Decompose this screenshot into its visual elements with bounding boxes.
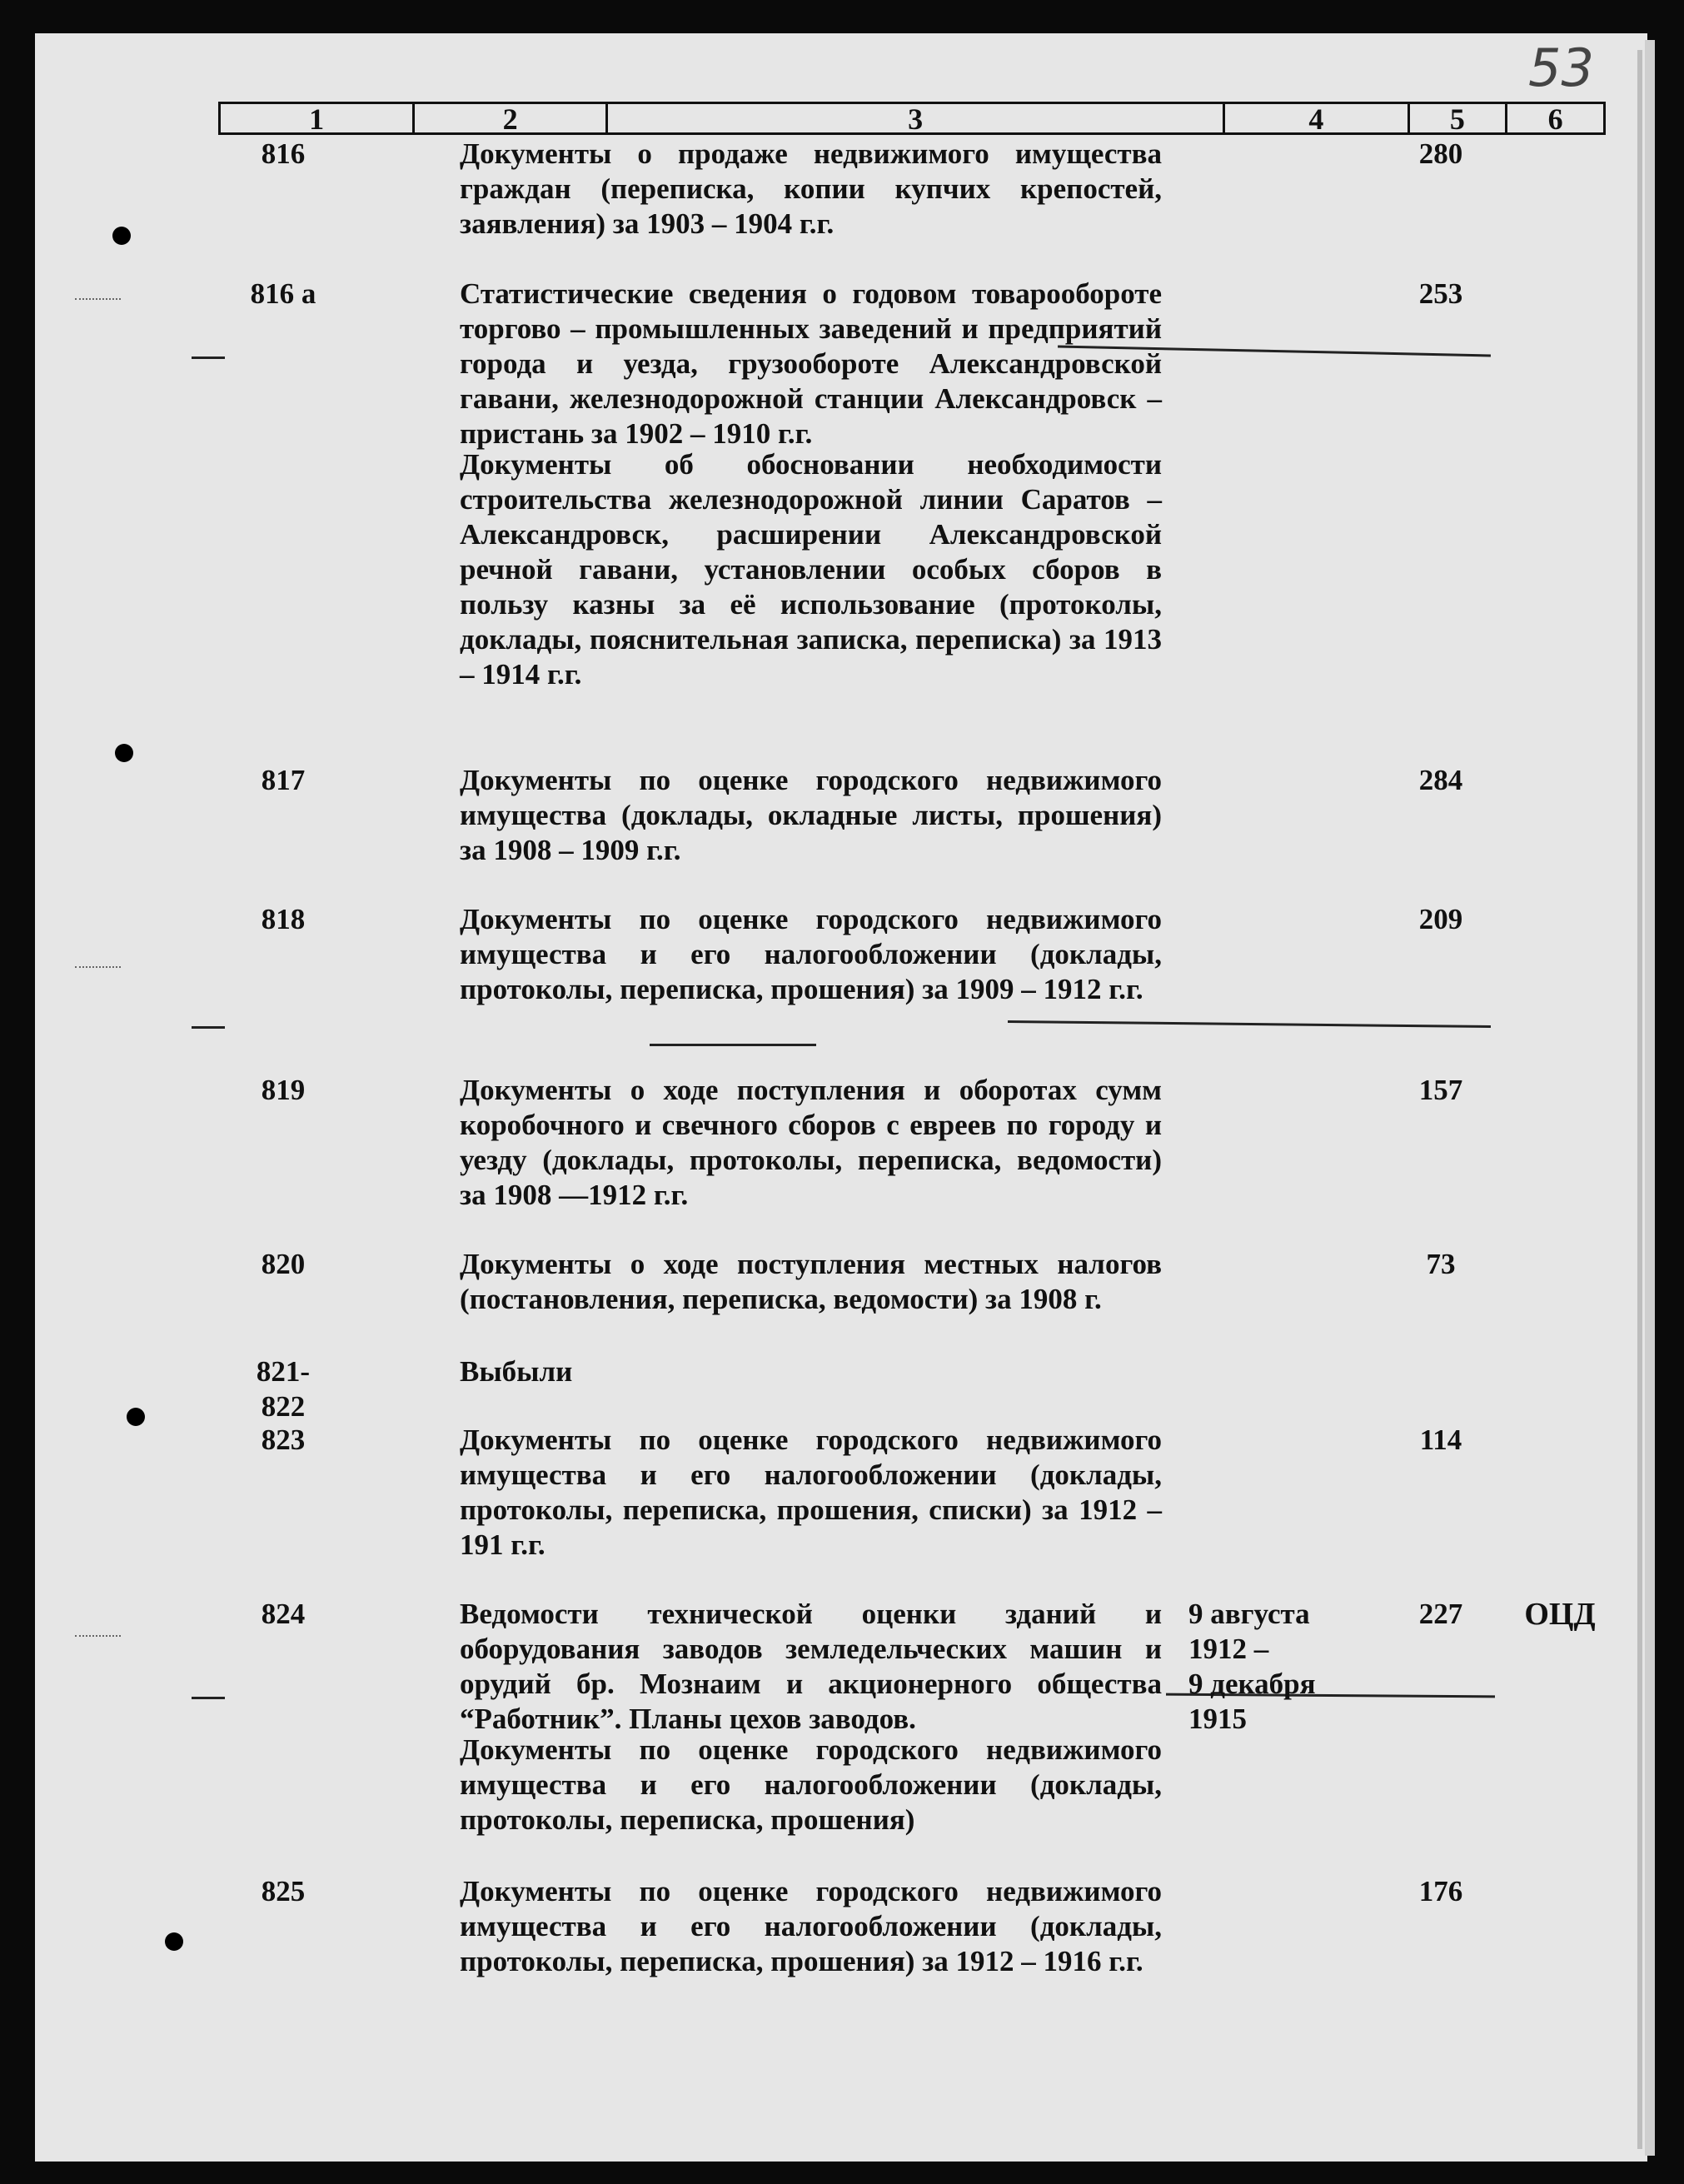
- record-description: Статистические сведения о годовом товарообороте торгово – промышленных заведений и предприятий города и уезда, грузообороте Александровской гавани, железнодорожной станции Александровск – пристань за 1902 – 1910 г.г.: [460, 277, 1162, 450]
- record-number: 825: [261, 1875, 306, 1907]
- record-number: 821- 822: [256, 1355, 311, 1423]
- record-description: Документы по оценке городского недвижимого имущества и его налогообложении (доклады, протоколы, переписка, прошения) за 1912 – 1916 г.г.: [460, 1875, 1162, 1977]
- column-header: 2: [415, 104, 608, 132]
- record-sheets: 176: [1418, 1875, 1463, 1907]
- record-sheets: 157: [1418, 1074, 1463, 1106]
- pencil-stroke: [192, 357, 225, 359]
- margin-mark: [75, 1635, 121, 1637]
- record-note: ОЦД: [1524, 1597, 1596, 1632]
- page-edge: [1645, 40, 1655, 2156]
- record-sheets: 209: [1418, 903, 1463, 935]
- margin-mark: [75, 298, 121, 300]
- pencil-stroke: [650, 1044, 816, 1046]
- pencil-stroke: [192, 1026, 225, 1029]
- record-description: Документы об обосновании необходимости строительства железнодорожной линии Саратов – Александровск, расширении Александровской речной гавани, установлении особых сборов в пользу казны за её использование (протоколы, доклады, пояснительная записка, переписка) за 1913 – 1914 г.г.: [460, 448, 1162, 691]
- record-description: Документы о ходе поступления и оборотах сумм коробочного и свечного сборов с евреев по городу и уезду (доклады, протоколы, переписка, ведомости) за 1908 —1912 г.г.: [460, 1074, 1162, 1211]
- record-sheets: 280: [1418, 137, 1463, 170]
- punch-hole: [115, 744, 133, 762]
- column-header: 1: [221, 104, 415, 132]
- punch-hole: [127, 1408, 145, 1426]
- record-sheets: 253: [1418, 277, 1463, 310]
- record-sheets: 284: [1418, 764, 1463, 796]
- record-number: 816 а: [250, 277, 316, 310]
- page-number: 53: [1528, 37, 1594, 98]
- record-sheets: 227: [1418, 1598, 1463, 1630]
- record-number: 820: [261, 1248, 306, 1280]
- record-sheets: 73: [1426, 1248, 1456, 1280]
- record-number: 823: [261, 1424, 306, 1456]
- punch-hole: [165, 1932, 183, 1951]
- record-description: Документы о продаже недвижимого имущества граждан (переписка, копии купчих крепостей, заявления) за 1903 – 1904 г.г.: [460, 137, 1162, 240]
- record-description: Документы о ходе поступления местных налогов (постановления, переписка, ведомости) за 1908 г.: [460, 1248, 1162, 1315]
- column-header: 5: [1410, 104, 1508, 132]
- record-description: Документы по оценке городского недвижимого имущества (доклады, окладные листы, прошения) за 1908 – 1909 г.г.: [460, 764, 1162, 866]
- record-number: 819: [261, 1074, 306, 1106]
- record-number: 816: [261, 137, 306, 170]
- page-edge: [1637, 50, 1642, 2149]
- record-number: 818: [261, 903, 306, 935]
- pencil-stroke: [192, 1697, 225, 1699]
- punch-hole: [112, 227, 131, 245]
- column-header: 4: [1225, 104, 1409, 132]
- margin-mark: [75, 966, 121, 968]
- record-number: 824: [261, 1598, 306, 1630]
- record-description: Документы по оценке городского недвижимого имущества и его налогообложении (доклады, протоколы, переписка, прошения): [460, 1733, 1162, 1836]
- record-description: Документы по оценке городского недвижимого имущества и его налогообложении (доклады, протоколы, переписка, прошения, списки) за 1912 – 191 г.г.: [460, 1424, 1162, 1561]
- record-description: Выбыли: [460, 1355, 573, 1388]
- record-date: 9 августа 1912 – 9 декабря 1915: [1188, 1598, 1316, 1735]
- record-description: Ведомости технической оценки зданий и оборудования заводов земледельческих машин и орудий бр. Мознаим и акционерного общества “Работник”. Планы цехов заводов.: [460, 1598, 1162, 1735]
- record-sheets: 114: [1419, 1424, 1462, 1456]
- column-header: 6: [1547, 102, 1563, 136]
- record-number: 817: [261, 764, 306, 796]
- table-header: [218, 102, 1606, 135]
- column-header: 3: [608, 104, 1225, 132]
- record-description: Документы по оценке городского недвижимого имущества и его налогообложении (доклады, протоколы, переписка, прошения) за 1909 – 1912 г.г.: [460, 903, 1162, 1005]
